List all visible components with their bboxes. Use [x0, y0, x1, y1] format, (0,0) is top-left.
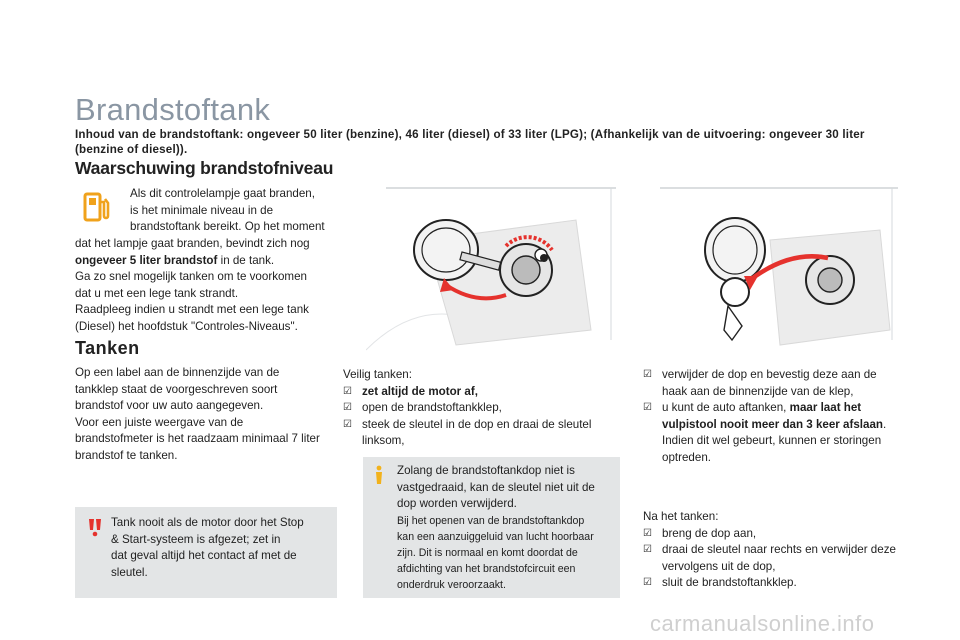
bullet-icon: ☑ [643, 544, 652, 555]
warning-note-text [111, 515, 323, 581]
note-line: dop worden verwijderd. [397, 497, 517, 510]
step-text: sluit de brandstoftankklep. [662, 576, 797, 589]
step-text: . Indien dit wel gebeurt, kunnen er storingen optreden. [662, 417, 887, 464]
step-item [643, 542, 903, 575]
bullet-icon: ☑ [643, 527, 652, 539]
note-line: Tank nooit als de motor door het Stop [111, 516, 304, 529]
fuel-cap-removed-illustration [640, 180, 904, 360]
step-text: open de brandstoftankklep, [362, 401, 502, 414]
refuel-steps [643, 367, 903, 466]
bullet-icon: ☑ [343, 418, 352, 430]
warning-line: Als dit controlelampje gaat branden, [130, 187, 315, 200]
note-line: dat geval altijd het contact af met de [111, 549, 297, 562]
bullet-icon: ☑ [643, 369, 652, 380]
warning-line [75, 253, 340, 270]
step-text: steek de sleutel in de dop en draai de sleutel linksom, [362, 417, 592, 447]
fuel-pump-icon [81, 190, 113, 224]
fuel-flap-open-illustration [366, 180, 622, 360]
warning-line: dat het lampje gaat branden, bevindt zich nog [75, 237, 310, 250]
warning-line: dat u met een lege tank strandt. [75, 286, 239, 300]
step-text: verwijder de dop en bevestig deze aan de haak aan de binnenzijde van de klep, [662, 368, 877, 398]
warning-text [75, 236, 340, 335]
exclamation-icon [85, 517, 105, 537]
warning-line-rest: in de tank. [217, 253, 275, 267]
stop-start-warning-box [75, 507, 337, 598]
step-bold-text: maar laat het vulpistool nooit meer dan 3 keer afslaan [662, 401, 883, 431]
page-title: Brandstoftank [75, 92, 271, 127]
step-item [343, 417, 613, 450]
step-item [643, 575, 903, 592]
bullet-icon: ☑ [343, 402, 352, 413]
warning-line: is het minimale niveau in de [130, 203, 274, 217]
note-small-line: zijn. Dit is normaal en komt doordat de [397, 546, 578, 559]
safe-fueling-steps [343, 367, 613, 450]
tanken-heading: Tanken [75, 338, 140, 358]
tanken-line: Voor een juiste weergave van de [75, 415, 244, 429]
warning-line: Ga zo snel mogelijk tanken om te voorkomen [75, 270, 307, 283]
bullet-icon: ☑ [643, 402, 652, 413]
step-item [343, 400, 613, 417]
tanken-line: brandstofmeter is het raadzaam minimaal 7 liter [75, 432, 320, 445]
warning-line: Raadpleeg indien u strandt met een lege tank [75, 303, 309, 316]
bullet-icon: ☑ [643, 577, 652, 588]
info-note-text [397, 463, 611, 593]
after-intro: Na het tanken: [643, 510, 719, 523]
warning-intro [130, 186, 340, 236]
warning-line: (Diesel) het hoofdstuk "Controles-Niveaus". [75, 319, 298, 333]
step-item [643, 367, 903, 400]
note-line: vastgedraaid, kan de sleutel niet uit de [397, 480, 595, 494]
step-item [643, 400, 903, 466]
step-item [343, 384, 613, 401]
note-small-line: afdichting van het brandstofcircuit een [397, 562, 576, 575]
step-text: breng de dop aan, [662, 526, 757, 540]
step-text: draai de sleutel naar rechts en verwijder deze vervolgens uit de dop, [662, 543, 896, 573]
step-bold-text: zet altijd de motor af, [362, 384, 478, 398]
info-icon [371, 465, 387, 485]
steps-intro: Veilig tanken: [343, 368, 412, 381]
tank-capacity-subtitle: Inhoud van de brandstoftank: ongeveer 50 liter (benzine), 46 liter (diesel) of 33 liter (LPG); (Afhankelijk van de uitvoering: ongeveer 30 liter (benzine of diesel)). [75, 128, 865, 156]
step-item [643, 526, 903, 543]
cap-info-box [363, 457, 620, 598]
warning-heading: Waarschuwing brandstofniveau [75, 158, 334, 178]
step-text: u kunt de auto aftanken, [662, 401, 790, 414]
tanken-line: brandstof te tanken. [75, 448, 178, 462]
note-small-line: kan een aanzuiggeluid van lucht hoorbaar [397, 530, 594, 543]
watermark: carmanualsonline.info [650, 611, 875, 636]
note-line: & Start-systeem is afgezet; zet in [111, 532, 281, 546]
tanken-line: tankklep staat de voorgeschreven soort [75, 382, 278, 396]
after-fueling-steps [643, 509, 903, 592]
warning-bold-text: ongeveer 5 liter brandstof [75, 253, 218, 267]
tanken-line: Op een label aan de binnenzijde van de [75, 366, 280, 379]
tanken-line: brandstof voor uw auto aangegeven. [75, 399, 264, 412]
note-line: Zolang de brandstoftankdop niet is [397, 464, 575, 477]
note-small-line: Bij het openen van de brandstoftankdop [397, 514, 585, 527]
bullet-icon: ☑ [343, 385, 352, 397]
warning-line: brandstoftank bereikt. Op het moment [130, 220, 325, 233]
tanken-text [75, 365, 340, 464]
note-line: sleutel. [111, 565, 148, 579]
note-small-line: onderdruk veroorzaakt. [397, 578, 506, 591]
